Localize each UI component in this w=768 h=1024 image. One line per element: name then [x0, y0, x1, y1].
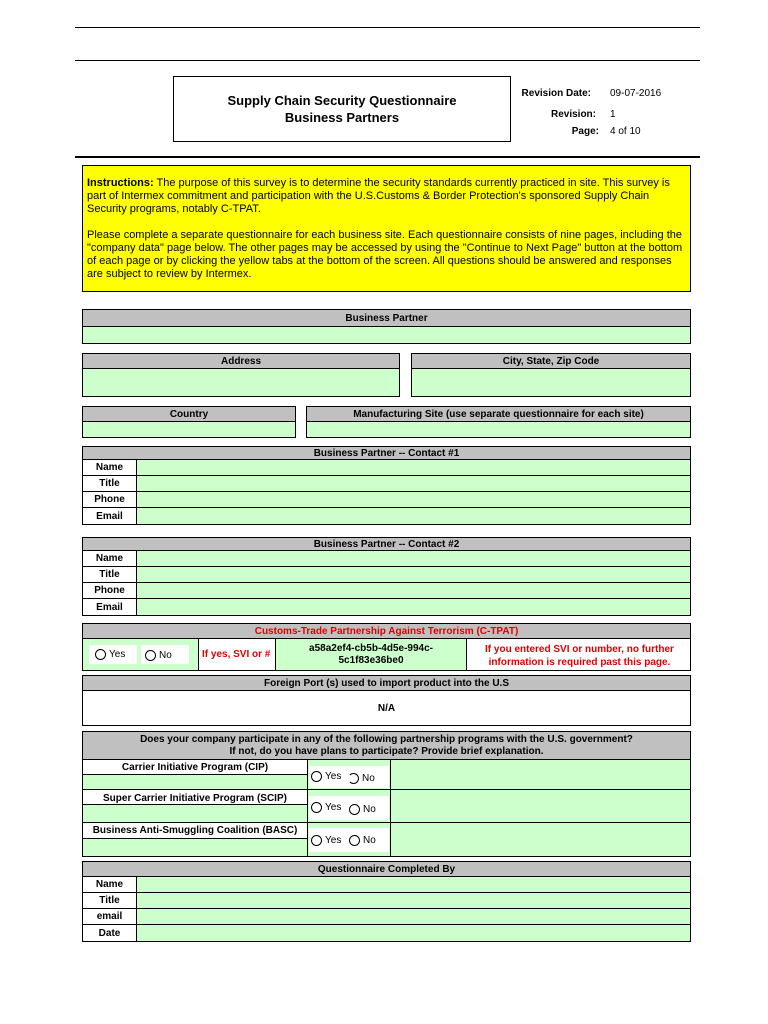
basc-yes-label: Yes: [325, 835, 342, 846]
completed-title-field[interactable]: [137, 893, 690, 909]
scip-label: Super Carrier Initiative Program (SCIP): [103, 793, 287, 804]
programs-divider: [307, 760, 308, 856]
completed-title-label: Title: [83, 893, 137, 909]
contact2-phone-field[interactable]: [137, 583, 690, 599]
ctpat-note-line2: information is required past this page.: [488, 657, 671, 668]
radio-circle-icon: [95, 649, 106, 660]
programs-question-line2: If not, do you have plans to participate? Provide brief explanation.: [229, 745, 544, 757]
programs-question-line1: Does your company participate in any of the following partnership programs with the U.S. government?: [140, 733, 633, 745]
ctpat-header-text: Customs-Trade Partnership Against Terrorism (C-TPAT): [254, 625, 519, 637]
business-partner-field[interactable]: [82, 327, 691, 344]
manufacturing-site-field[interactable]: [306, 422, 691, 438]
revision-value: 1: [610, 109, 616, 120]
radio-circle-icon: [311, 802, 322, 813]
completed-by-table: [82, 877, 691, 942]
contact2-phone-label: Phone: [83, 583, 137, 599]
header-rule-top: [75, 60, 700, 61]
radio-circle-icon: [349, 835, 360, 846]
foreign-port-header: Foreign Port (s) used to import product into the U.S: [82, 675, 691, 691]
completed-date-label: Date: [83, 925, 137, 941]
ctpat-no-label: No: [159, 650, 172, 661]
ctpat-row: [82, 639, 691, 671]
instructions-label: Instructions:: [87, 177, 154, 189]
ctpat-radio-area: [83, 639, 199, 670]
header-rule-bottom: [75, 156, 700, 158]
revision-date-label: Revision Date:: [521, 88, 591, 99]
contact2-email-field[interactable]: [137, 599, 690, 615]
ctpat-svi-value-line1: a58a2ef4-cb5b-4d5e-994c-: [309, 643, 433, 654]
programs-header: [82, 731, 691, 760]
basc-label: Business Anti-Smuggling Coalition (BASC): [92, 825, 298, 836]
basc-yes-radio[interactable]: [311, 835, 341, 846]
ctpat-svi-value-line2: 5c1f83e36be0: [338, 655, 404, 666]
contact1-phone-label: Phone: [83, 492, 137, 508]
manufacturing-site-header: Manufacturing Site (use separate questionnaire for each site): [306, 406, 691, 422]
ctpat-yes-radio[interactable]: [95, 649, 125, 660]
completed-date-field[interactable]: [137, 925, 690, 941]
ctpat-note-line1: If you entered SVI or number, no further: [485, 644, 674, 655]
address-field[interactable]: [82, 369, 400, 397]
scip-yes-label: Yes: [325, 802, 342, 813]
business-partner-header: Business Partner: [82, 309, 691, 327]
ctpat-svi-prompt: If yes, SVI or #: [202, 649, 271, 660]
cip-yes-label: Yes: [325, 771, 342, 782]
radio-circle-icon: [348, 773, 359, 784]
ctpat-yes-label: Yes: [109, 649, 126, 660]
document-title: Supply Chain Security Questionnaire: [227, 93, 457, 108]
revision-label: Revision:: [550, 109, 596, 120]
radio-circle-icon: [145, 650, 156, 661]
contact1-name-label: Name: [83, 460, 137, 476]
programs-table: [82, 760, 691, 857]
basc-no-radio[interactable]: [349, 835, 376, 846]
contact1-email-field[interactable]: [137, 508, 690, 524]
completed-name-field[interactable]: [137, 877, 690, 893]
contact1-phone-field[interactable]: [137, 492, 690, 508]
instructions-box: [82, 165, 691, 292]
contact1-table: [82, 460, 691, 525]
instructions-para-1: [87, 177, 686, 216]
basc-explanation-field[interactable]: [390, 823, 690, 856]
scip-yes-radio[interactable]: [311, 802, 341, 813]
ctpat-note: [467, 643, 692, 669]
basc-no-label: No: [363, 835, 376, 846]
radio-circle-icon: [349, 804, 360, 815]
cip-explanation-field[interactable]: [390, 760, 690, 789]
document-subtitle: Business Partners: [284, 110, 400, 125]
foreign-port-value: N/A: [377, 702, 396, 714]
contact1-title-label: Title: [83, 476, 137, 492]
country-header: Country: [82, 406, 296, 422]
radio-circle-icon: [311, 771, 322, 782]
page-number: 4 of 10: [610, 126, 641, 137]
scip-no-radio[interactable]: [349, 804, 376, 815]
foreign-port-field[interactable]: [82, 691, 691, 726]
address-header: Address: [82, 353, 400, 369]
top-rule: [75, 27, 700, 28]
cip-yes-radio[interactable]: [311, 771, 341, 782]
contact1-name-field[interactable]: [137, 460, 690, 476]
revision-date-value: 09-07-2016: [610, 88, 662, 99]
contact2-title-field[interactable]: [137, 567, 690, 583]
contact2-table: [82, 551, 691, 616]
radio-circle-icon: [311, 835, 322, 846]
completed-name-label: Name: [83, 877, 137, 893]
contact2-email-label: Email: [83, 599, 137, 615]
contact2-name-label: Name: [83, 551, 137, 567]
page-label: Page:: [571, 126, 599, 137]
contact1-email-label: Email: [83, 508, 137, 524]
completed-email-label: email: [83, 909, 137, 925]
contact2-name-field[interactable]: [137, 551, 690, 567]
ctpat-header: [82, 623, 691, 639]
instructions-para-2: Please complete a separate questionnaire for each business site. Each questionnaire consists of nine pages, including the "company data" page below. The other pages may be accessed by using the "Continue to Next Page" button at the bottom of each page or by clicking the yellow tabs at the bottom of the screen. All questions should be answered and responses are subject to review by Intermex.: [87, 229, 683, 280]
instructions-text-1: The purpose of this survey is to determine the security standards currently practiced in site. This survey is part of Intermex commitment and participation with the U.S.Customs & Border Protection's sponsored Supply Chain Security programs, notably C-TPAT.: [87, 177, 670, 215]
scip-explanation-field[interactable]: [390, 790, 690, 822]
ctpat-no-radio[interactable]: [145, 650, 172, 661]
cip-no-label: No: [362, 773, 375, 784]
city-state-zip-header: City, State, Zip Code: [411, 353, 691, 369]
document-title-box: [173, 76, 511, 142]
city-state-zip-field[interactable]: [411, 369, 691, 397]
contact1-title-field[interactable]: [137, 476, 690, 492]
completed-by-header: Questionnaire Completed By: [82, 861, 691, 877]
contact2-header: Business Partner -- Contact #2: [82, 537, 691, 551]
ctpat-svi-field[interactable]: [275, 639, 467, 670]
country-field[interactable]: [82, 422, 296, 438]
cip-no-radio[interactable]: [348, 773, 375, 784]
completed-email-field[interactable]: [137, 909, 690, 925]
cip-label: Carrier Initiative Program (CIP): [121, 762, 269, 773]
contact1-header: Business Partner -- Contact #1: [82, 446, 691, 460]
scip-no-label: No: [363, 804, 376, 815]
contact2-title-label: Title: [83, 567, 137, 583]
